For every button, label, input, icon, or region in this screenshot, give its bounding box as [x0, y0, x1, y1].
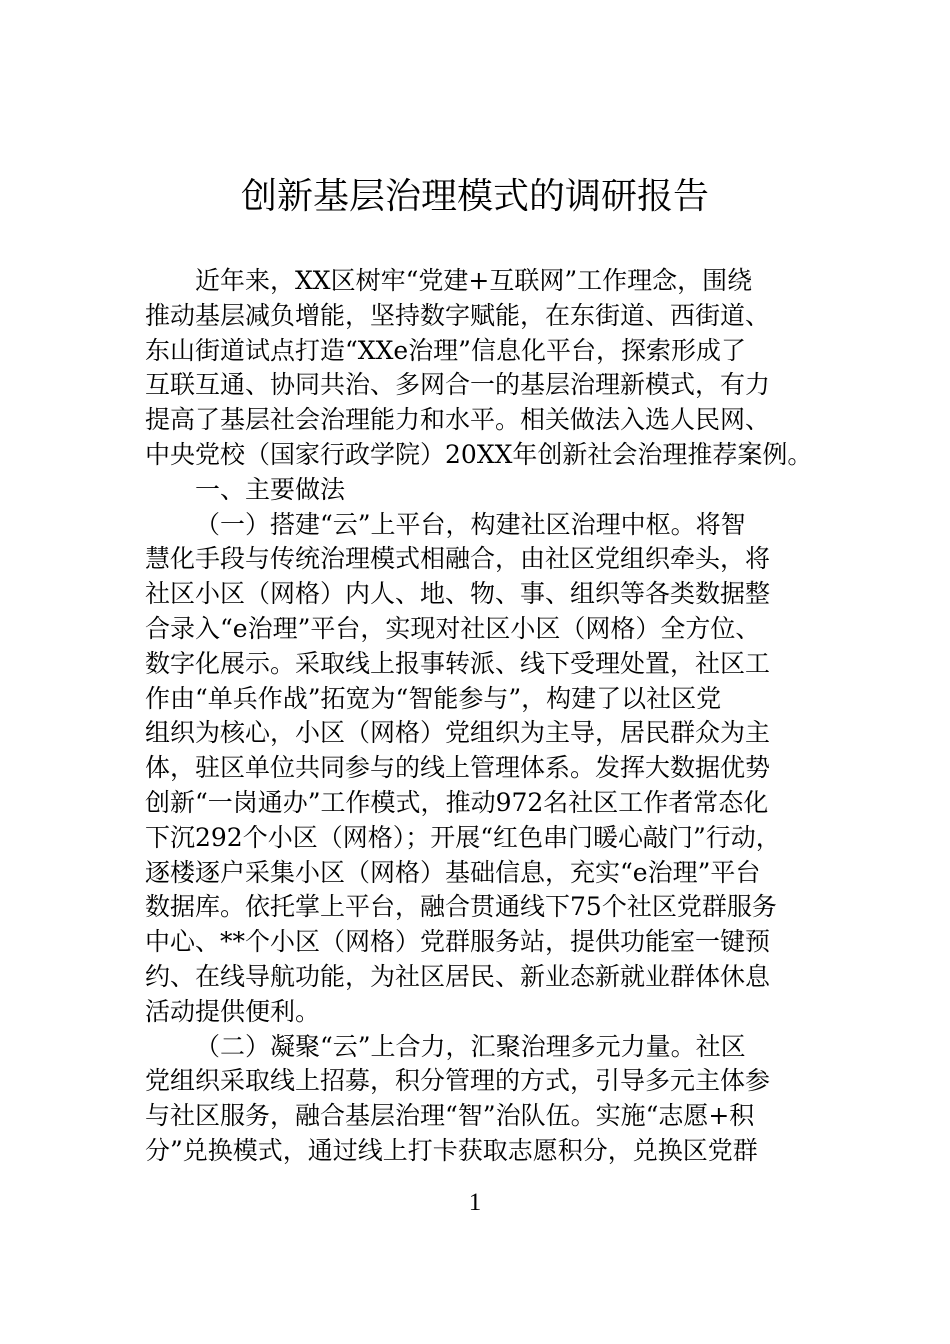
text-line: 合录入“e治理”平台，实现对社区小区（网格）全方位、 — [145, 613, 761, 643]
text-line: 中心、**个小区（网格）党群服务站，提供功能室一键预 — [145, 927, 771, 957]
document-title: 创新基层治理模式的调研报告 — [240, 176, 709, 217]
text-line: （二）凝聚“云”上合力，汇聚治理多元力量。社区 — [195, 1031, 746, 1061]
text-line: 互联互通、协同共治、多网合一的基层治理新模式，有力 — [145, 370, 771, 400]
text-line: 社区小区（网格）内人、地、物、事、组织等各类数据整 — [145, 579, 771, 609]
text-line: 逐楼逐户采集小区（网格）基础信息，充实“e治理”平台 — [145, 857, 761, 887]
text-line: 近年来，XX区树牢“党建+互联网”工作理念，围绕 — [195, 266, 753, 295]
text-line: （一）搭建“云”上平台，构建社区治理中枢。将智 — [195, 509, 746, 539]
text-line: 数据库。依托掌上平台，融合贯通线下75个社区党群服务 — [145, 892, 777, 922]
page-number: 1 — [468, 1189, 482, 1216]
text-line: 作由“单兵作战”拓宽为“智能参与”，构建了以社区党 — [145, 683, 722, 713]
text-line: 体，驻区单位共同参与的线上管理体系。发挥大数据优势 — [145, 753, 771, 783]
document-body — [145, 264, 813, 1169]
text-line: 约、在线导航功能，为社区居民、新业态新就业群体休息 — [145, 961, 771, 991]
text-line: 慧化手段与传统治理模式相融合，由社区党组织牵头，将 — [145, 544, 771, 574]
text-line: 党组织采取线上招募，积分管理的方式，引导多元主体参 — [145, 1066, 771, 1096]
text-line: 分”兑换模式，通过线上打卡获取志愿积分，兑换区党群 — [145, 1135, 758, 1165]
text-line: 中央党校（国家行政学院）20XX年创新社会治理推荐案例。 — [145, 439, 813, 469]
text-line: 推动基层减负增能，坚持数字赋能，在东街道、西街道、 — [145, 300, 771, 330]
section-heading: 一、主要做法 — [195, 474, 346, 504]
text-line: 与社区服务，融合基层治理“智”治队伍。实施“志愿+积 — [145, 1101, 755, 1131]
text-line: 提高了基层社会治理能力和水平。相关做法入选人民网、 — [145, 405, 771, 435]
text-line: 组织为核心，小区（网格）党组织为主导，居民群众为主 — [145, 718, 771, 748]
text-line: 数字化展示。采取线上报事转派、线下受理处置，社区工 — [145, 648, 771, 678]
text-line: 东山街道试点打造“XXe治理”信息化平台，探索形成了 — [145, 335, 746, 365]
text-line: 活动提供便利。 — [145, 996, 321, 1026]
text-line: 创新“一岗通办”工作模式，推动972名社区工作者常态化 — [145, 787, 769, 817]
text-line: 下沉292个小区（网格）；开展“红色串门暖心敲门”行动， — [145, 822, 781, 852]
